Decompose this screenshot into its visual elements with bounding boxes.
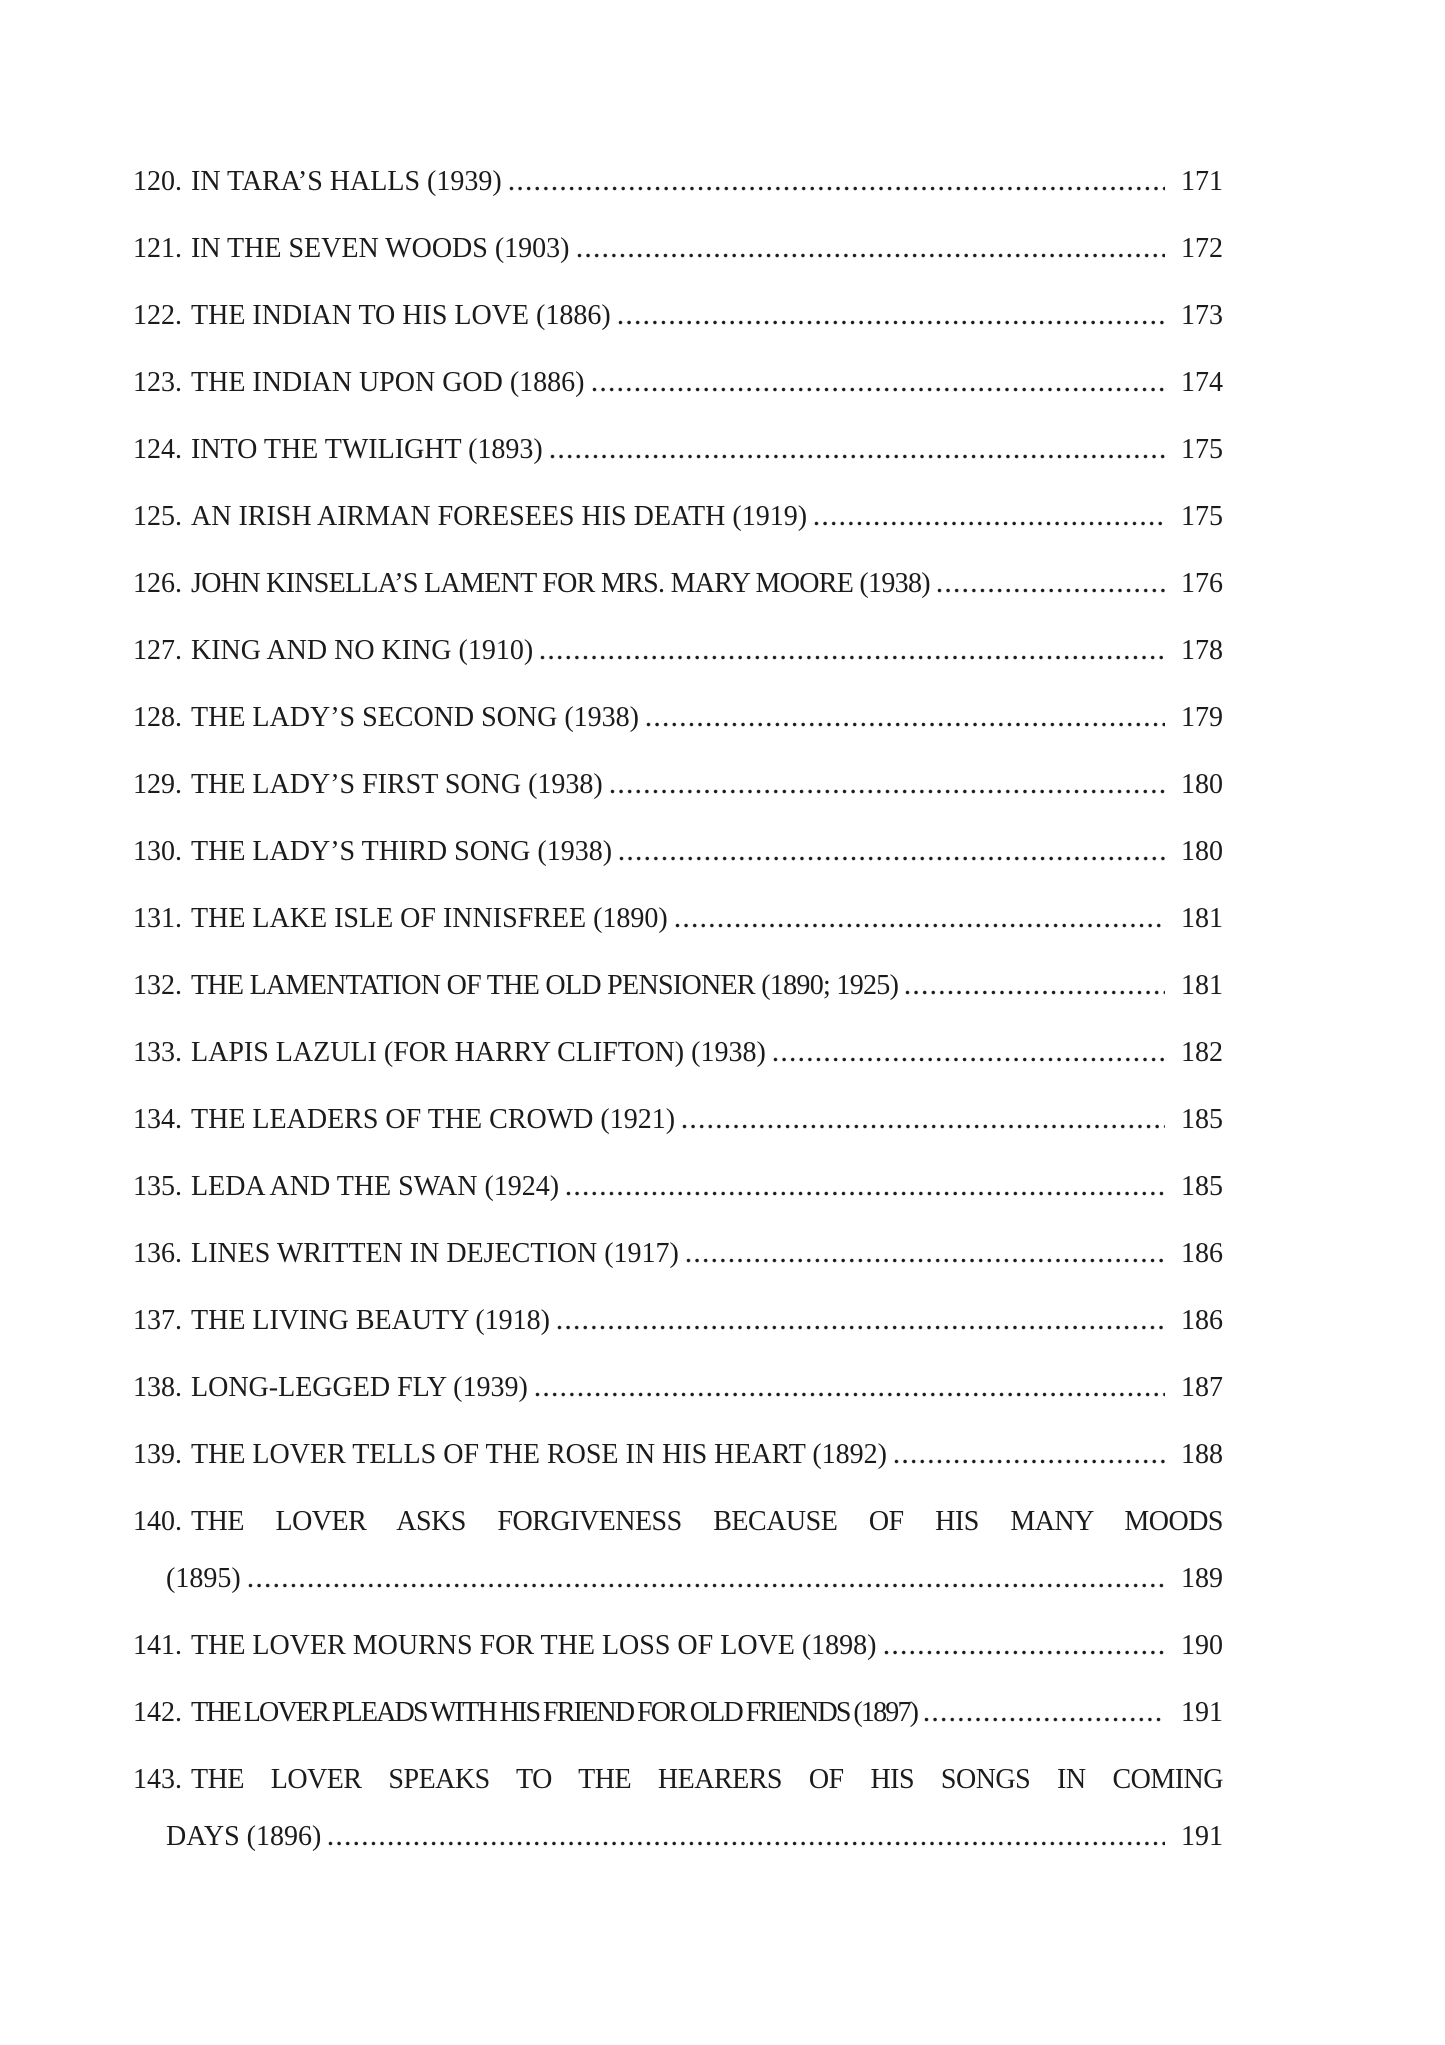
dot-leader xyxy=(675,923,1165,928)
entry-page-number: 187 xyxy=(1181,1372,1223,1403)
toc-entry xyxy=(133,1037,1223,1068)
entry-title: IN TARA’S HALLS (1939) xyxy=(191,166,502,197)
entry-number: 126. xyxy=(133,568,182,599)
entry-number: 139. xyxy=(133,1439,182,1470)
toc-entry xyxy=(133,434,1223,465)
entry-page-number: 180 xyxy=(1181,836,1223,867)
dot-leader xyxy=(540,655,1165,660)
toc-entry xyxy=(133,635,1223,666)
dot-leader xyxy=(924,1717,1165,1722)
dot-leader xyxy=(884,1650,1165,1655)
dot-leader xyxy=(618,320,1165,325)
dot-leader xyxy=(577,253,1166,258)
entry-number: 127. xyxy=(133,635,182,666)
entry-title: THE LOVER PLEADS WITH HIS FRIEND FOR OLD FRIENDS (1897) xyxy=(191,1697,918,1728)
entry-title-line2: DAYS (1896) xyxy=(166,1821,322,1852)
toc-entry xyxy=(133,836,1223,867)
toc-entry xyxy=(133,1697,1223,1728)
entry-number: 135. xyxy=(133,1171,182,1202)
entry-number: 120. xyxy=(133,166,182,197)
entry-number: 136. xyxy=(133,1238,182,1269)
dot-leader xyxy=(248,1583,1165,1588)
entry-number: 125. xyxy=(133,501,182,532)
toc-entry xyxy=(133,166,1223,197)
entry-page-number: 175 xyxy=(1181,434,1223,465)
entry-title: IN THE SEVEN WOODS (1903) xyxy=(191,233,570,264)
entry-page-number: 173 xyxy=(1181,300,1223,331)
entry-page-number: 174 xyxy=(1181,367,1223,398)
toc-entry xyxy=(133,1305,1223,1336)
entry-number: 122. xyxy=(133,300,182,331)
entry-number: 134. xyxy=(133,1104,182,1135)
entry-page-number: 185 xyxy=(1181,1104,1223,1135)
entry-title: THE LADY’S SECOND SONG (1938) xyxy=(191,702,639,733)
entry-title-line2: (1895) xyxy=(166,1563,241,1594)
toc-entry xyxy=(133,1171,1223,1202)
entry-number: 123. xyxy=(133,367,182,398)
toc-entry xyxy=(133,300,1223,331)
entry-title-line1: THE LOVER ASKS FORGIVENESS BECAUSE OF HIS MANY MOODS xyxy=(191,1506,1223,1537)
entry-page-number: 172 xyxy=(1181,233,1223,264)
entry-number: 121. xyxy=(133,233,182,264)
entry-number: 128. xyxy=(133,702,182,733)
dot-leader xyxy=(610,789,1165,794)
entry-title: THE INDIAN TO HIS LOVE (1886) xyxy=(191,300,611,331)
dot-leader xyxy=(686,1258,1165,1263)
entry-page-number: 186 xyxy=(1181,1238,1223,1269)
toc-entry xyxy=(133,1238,1223,1269)
entry-title: THE LADY’S FIRST SONG (1938) xyxy=(191,769,603,800)
toc-entry xyxy=(133,970,1223,1001)
entry-number: 133. xyxy=(133,1037,182,1068)
entry-number: 131. xyxy=(133,903,182,934)
entry-title: THE LAKE ISLE OF INNISFREE (1890) xyxy=(191,903,668,934)
entry-page-number: 181 xyxy=(1181,970,1223,1001)
entry-title: AN IRISH AIRMAN FORESEES HIS DEATH (1919) xyxy=(191,501,808,532)
dot-leader xyxy=(894,1459,1165,1464)
toc-entry xyxy=(133,233,1223,264)
entry-number: 143. xyxy=(133,1764,182,1795)
toc-entry xyxy=(133,1439,1223,1470)
entry-title-line1: THE LOVER SPEAKS TO THE HEARERS OF HIS SONGS IN COMING xyxy=(191,1764,1223,1795)
entry-number: 141. xyxy=(133,1630,182,1661)
entry-page-number: 185 xyxy=(1181,1171,1223,1202)
dot-leader xyxy=(592,387,1165,392)
toc-entry xyxy=(133,1372,1223,1403)
entry-title: INTO THE TWILIGHT (1893) xyxy=(191,434,543,465)
dot-leader xyxy=(557,1325,1165,1330)
dot-leader xyxy=(566,1191,1165,1196)
entry-page-number: 188 xyxy=(1181,1439,1223,1470)
dot-leader xyxy=(328,1841,1165,1846)
toc-entry xyxy=(133,367,1223,398)
entry-page-number: 181 xyxy=(1181,903,1223,934)
entry-number: 142. xyxy=(133,1697,182,1728)
toc-entry xyxy=(133,769,1223,800)
entry-page-number: 189 xyxy=(1181,1563,1223,1594)
entry-title: JOHN KINSELLA’S LAMENT FOR MRS. MARY MOORE (1938) xyxy=(191,568,930,599)
entry-page-number: 191 xyxy=(1181,1697,1223,1728)
entry-title: KING AND NO KING (1910) xyxy=(191,635,534,666)
toc-entry xyxy=(133,1104,1223,1135)
toc-entry xyxy=(133,1506,1223,1537)
entry-number: 124. xyxy=(133,434,182,465)
entry-title: THE LOVER TELLS OF THE ROSE IN HIS HEART (1892) xyxy=(191,1439,887,1470)
entry-title: THE INDIAN UPON GOD (1886) xyxy=(191,367,585,398)
entry-title: THE LIVING BEAUTY (1918) xyxy=(191,1305,550,1336)
entry-title: THE LEADERS OF THE CROWD (1921) xyxy=(191,1104,676,1135)
toc-entry xyxy=(133,501,1223,532)
entry-title: THE LADY’S THIRD SONG (1938) xyxy=(191,836,613,867)
dot-leader xyxy=(773,1057,1165,1062)
entry-number: 129. xyxy=(133,769,182,800)
entry-title: LINES WRITTEN IN DEJECTION (1917) xyxy=(191,1238,679,1269)
toc-entry-continuation xyxy=(166,1563,1223,1594)
entry-title: THE LAMENTATION OF THE OLD PENSIONER (1890; 1925) xyxy=(191,970,899,1001)
entry-title: LEDA AND THE SWAN (1924) xyxy=(191,1171,560,1202)
entry-number: 130. xyxy=(133,836,182,867)
dot-leader xyxy=(619,856,1165,861)
dot-leader xyxy=(905,990,1165,995)
dot-leader xyxy=(550,454,1165,459)
toc-entry xyxy=(133,903,1223,934)
entry-title: LAPIS LAZULI (FOR HARRY CLIFTON) (1938) xyxy=(191,1037,766,1068)
entry-page-number: 176 xyxy=(1181,568,1223,599)
entry-page-number: 182 xyxy=(1181,1037,1223,1068)
dot-leader xyxy=(814,521,1165,526)
toc-entry xyxy=(133,1764,1223,1795)
toc-entry xyxy=(133,568,1223,599)
dot-leader xyxy=(646,722,1165,727)
dot-leader xyxy=(509,186,1165,191)
dot-leader xyxy=(535,1392,1165,1397)
entry-page-number: 190 xyxy=(1181,1630,1223,1661)
entry-page-number: 180 xyxy=(1181,769,1223,800)
entry-title: LONG-LEGGED FLY (1939) xyxy=(191,1372,528,1403)
entry-number: 132. xyxy=(133,970,182,1001)
entry-page-number: 179 xyxy=(1181,702,1223,733)
entry-number: 137. xyxy=(133,1305,182,1336)
toc-entry xyxy=(133,1630,1223,1661)
dot-leader xyxy=(682,1124,1165,1129)
toc-entry xyxy=(133,702,1223,733)
entry-page-number: 178 xyxy=(1181,635,1223,666)
entry-page-number: 171 xyxy=(1181,166,1223,197)
entry-title: THE LOVER MOURNS FOR THE LOSS OF LOVE (1898) xyxy=(191,1630,877,1661)
entry-page-number: 175 xyxy=(1181,501,1223,532)
entry-number: 138. xyxy=(133,1372,182,1403)
entry-page-number: 191 xyxy=(1181,1821,1223,1852)
entry-number: 140. xyxy=(133,1506,182,1537)
toc-entry-continuation xyxy=(166,1821,1223,1852)
entry-page-number: 186 xyxy=(1181,1305,1223,1336)
dot-leader xyxy=(937,588,1165,593)
